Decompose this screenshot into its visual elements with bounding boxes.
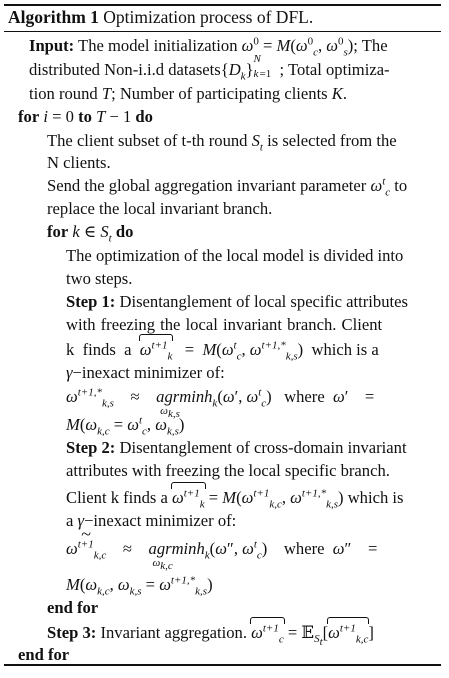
bottom-rule	[4, 664, 441, 666]
client-subset-line-1: The client subset of t-th round $S_t$ is selected from the	[47, 131, 397, 154]
end-inner-line	[47, 597, 98, 619]
send-line-2: replace the local invariant branch.	[47, 199, 273, 218]
end-outer-line	[18, 644, 69, 666]
input-line-1: Input: The model initialization $\omega^0 = M(\omega^0_c$, $\omega^0_s$); The	[29, 35, 388, 59]
step2-line-3: Client k finds a $\omega^{t+1}_k = M(\omega^{t+1}_{k,c}$, $\omega^{t+1,*}_{k,s}$) which is	[66, 487, 404, 511]
input-label: Input:	[29, 36, 75, 55]
input-line-3: tion round T; Number of participating clients K.	[29, 84, 348, 103]
step2-line-6: $M(\omega_{k,c}$, $\omega_{k,s} = \omega^{t+1,*}_{k,s}$)	[66, 574, 213, 598]
algorithm-label: Algorithm 1	[8, 7, 99, 27]
client-subset-line-2: N clients.	[47, 153, 111, 172]
algorithm-title	[8, 7, 313, 28]
header-rule	[4, 31, 441, 32]
step2-line-2: attributes with freezing the local specific branch.	[66, 461, 390, 480]
step1-text-1: Disentanglement of local specific attributes	[119, 292, 408, 311]
step2-label: Step 2:	[66, 438, 116, 457]
step3-line: Step 3: Invariant aggregation. $\omega^{t+1}_c$ = $𝔼_{S_t}[\omega^{t+1}_{k,c}]$	[47, 622, 374, 649]
step1-line-6: $M(\omega_{k,c} = \omega^t_c$, $\omega_{k,s}$)	[66, 414, 185, 438]
optimization-line-2: two steps.	[66, 269, 133, 288]
send-line-1: Send the global aggregation invariant parameter $\omega^t_c$ to	[47, 175, 408, 199]
step2-text-1: Disentanglement of cross-domain invariant	[119, 438, 407, 457]
step2-line-5: ~ $\omega^{t+1}_{k,c}$ ≈ agrminh$_k$(ω″, $\omega^t_c$) $\omega_{k,c}$ where ω″ =	[66, 538, 441, 560]
top-rule	[4, 4, 441, 6]
input-line-2: distributed Non-i.i.d $datasets\{D_k\}$ N k =1 ; Total optimiza-	[29, 53, 390, 83]
step2-line-4: a γ−inexact minimizer of:	[66, 511, 237, 530]
optimization-line-1: The optimization of the local model is divided into	[66, 246, 404, 265]
step1-line-2: with freezing the local invariant branch. Client	[66, 315, 383, 334]
step1-line-5: $\omega^{t+1,*}_{k,s}$ ≈ agrminh$_k$(ω′, $\omega^t_c$) $\omega_{k,s}$ where ω′ =	[66, 386, 375, 421]
algorithm-caption: Optimization process of DFL.	[103, 7, 314, 27]
end-outer-text: end for	[18, 645, 70, 664]
step1-line-3: k finds a $\omega^{t+1}_k = M(\omega^t_c$, $\omega^{t+1,*}_{k,s}$) which is a	[66, 339, 379, 363]
step1-label: Step 1:	[66, 292, 116, 311]
for-outer-line: for i = 0 to T − 1 do	[18, 107, 153, 126]
step3-label: Step 3:	[47, 623, 97, 642]
for-inner-line: for k ∈ $S_t$ do	[47, 222, 134, 245]
end-inner-text: end for	[47, 598, 99, 617]
step1-line-1	[66, 291, 441, 313]
step1-line-4: γ−inexact minimizer of:	[66, 363, 225, 382]
step2-line-1	[66, 437, 441, 459]
